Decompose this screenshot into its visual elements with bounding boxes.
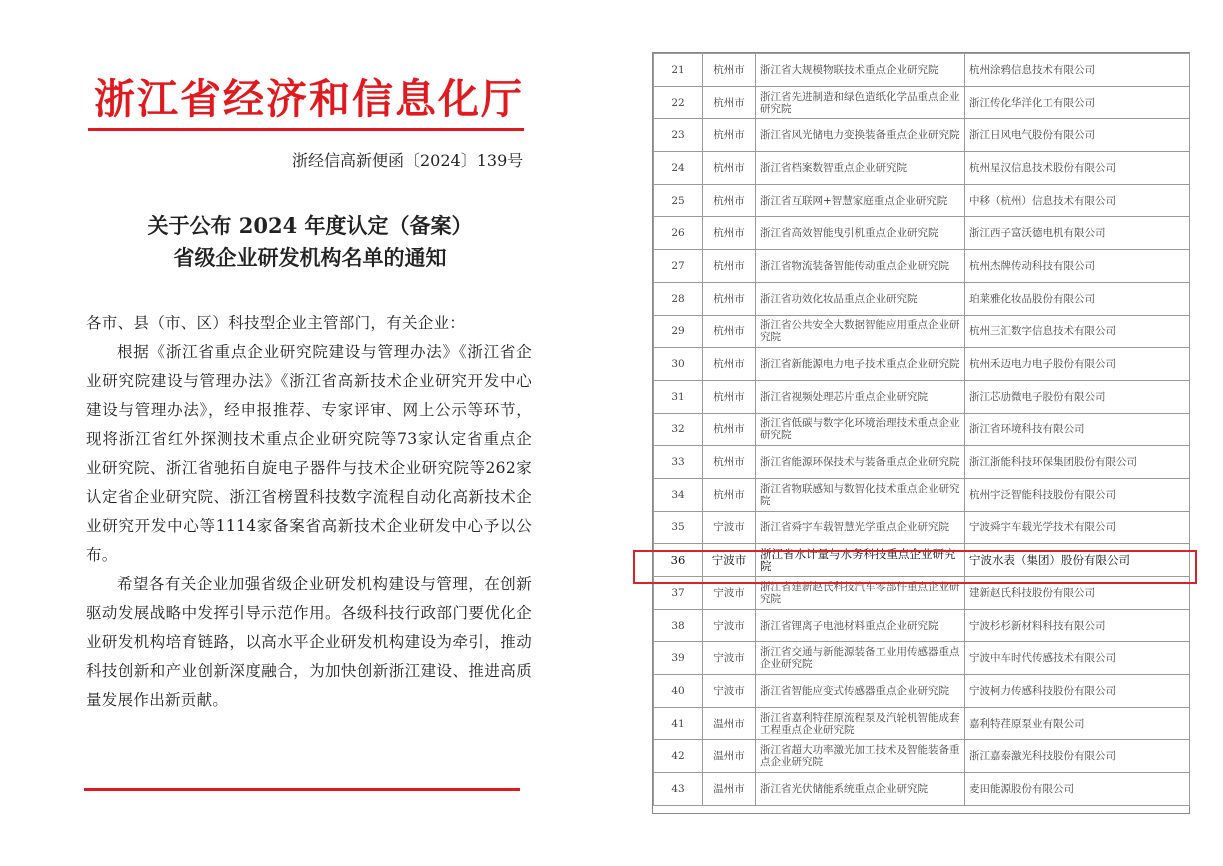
row-institute: 浙江省大规模物联技术重点企业研究院 — [756, 54, 965, 87]
row-company: 麦田能源股份有限公司 — [965, 773, 1190, 806]
row-number: 38 — [654, 609, 703, 642]
row-institute: 浙江省公共安全大数据智能应用重点企业研究院 — [756, 315, 965, 348]
row-city: 杭州市 — [703, 217, 756, 250]
row-company: 浙江省环境科技有限公司 — [965, 413, 1190, 446]
row-number: 31 — [654, 380, 703, 413]
table-row — [654, 184, 1190, 217]
row-city: 杭州市 — [703, 119, 756, 152]
row-institute: 浙江省锂离子电池材料重点企业研究院 — [756, 609, 965, 642]
table-row — [654, 282, 1190, 315]
row-city: 温州市 — [703, 773, 756, 806]
row-company: 浙江传化华洋化工有限公司 — [965, 86, 1190, 119]
row-company: 杭州禾迈电力电子股份有限公司 — [965, 348, 1190, 381]
row-number: 33 — [654, 446, 703, 479]
office-title: 浙江省经济和信息化厅 — [94, 75, 524, 123]
table-row — [654, 380, 1190, 413]
row-number: 27 — [654, 250, 703, 283]
row-company: 杭州杰牌传动科技有限公司 — [965, 250, 1190, 283]
row-company: 浙江西子富沃德电机有限公司 — [965, 217, 1190, 250]
notice-title — [100, 210, 520, 274]
row-institute: 浙江省互联网+智慧家庭重点企业研究院 — [756, 184, 965, 217]
row-company: 浙江日风电气股份有限公司 — [965, 119, 1190, 152]
row-city: 杭州市 — [703, 86, 756, 119]
row-city: 宁波市 — [703, 511, 756, 544]
body-paragraph-2: 希望各有关企业加强省级企业研发机构建设与管理，在创新驱动发展战略中发挥引导示范作用。各级科技行政部门要优化企业研发机构培育链路，以高水平企业研发机构建设为牵引，推动科技创新和产业创新深度融合，为加快创新浙江建设、推进高质量发展作出新贡献。 — [86, 575, 532, 709]
table-row — [654, 642, 1190, 675]
row-number: 34 — [654, 478, 703, 511]
bottom-red-rule — [84, 788, 520, 791]
row-city: 杭州市 — [703, 315, 756, 348]
row-institute: 浙江省档案数智重点企业研究院 — [756, 152, 965, 185]
row-number: 26 — [654, 217, 703, 250]
row-company: 杭州星汉信息技术股份有限公司 — [965, 152, 1190, 185]
row-company: 嘉利特荏原泵业有限公司 — [965, 707, 1190, 740]
row-institute: 浙江省舜宇车载智慧光学重点企业研究院 — [756, 511, 965, 544]
row-number: 36 — [654, 544, 703, 577]
document-number: 浙经信高新便函〔2024〕139号 — [292, 151, 524, 170]
row-city: 宁波市 — [703, 577, 756, 610]
table-row — [654, 478, 1190, 511]
title-red-rule — [88, 128, 524, 131]
row-number: 35 — [654, 511, 703, 544]
row-city: 宁波市 — [703, 609, 756, 642]
row-number: 28 — [654, 282, 703, 315]
table-row — [654, 577, 1190, 610]
row-institute: 浙江省低碳与数字化环境治理技术重点企业研究院 — [756, 413, 965, 446]
row-institute: 浙江省物联感知与数智化技术重点企业研究院 — [756, 478, 965, 511]
table-row — [654, 740, 1190, 773]
row-number: 22 — [654, 86, 703, 119]
row-institute: 浙江省建新赵氏科技汽车零部件重点企业研究院 — [756, 577, 965, 610]
row-company: 杭州涂鸦信息技术有限公司 — [965, 54, 1190, 87]
row-institute: 浙江省先进制造和绿色造纸化学品重点企业研究院 — [756, 86, 965, 119]
row-city: 杭州市 — [703, 348, 756, 381]
row-company: 宁波柯力传感科技股份有限公司 — [965, 675, 1190, 708]
table-row — [654, 152, 1190, 185]
row-number: 23 — [654, 119, 703, 152]
row-institute: 浙江省新能源电力电子技术重点企业研究院 — [756, 348, 965, 381]
row-city: 杭州市 — [703, 446, 756, 479]
row-institute: 浙江省视频处理芯片重点企业研究院 — [756, 380, 965, 413]
row-company: 宁波杉杉新材料科技有限公司 — [965, 609, 1190, 642]
notice-body — [86, 309, 532, 715]
row-number: 40 — [654, 675, 703, 708]
row-company: 建新赵氏科技股份有限公司 — [965, 577, 1190, 610]
table-row — [654, 413, 1190, 446]
row-city: 宁波市 — [703, 544, 756, 577]
notice-page — [0, 0, 600, 866]
notice-title-line-1: 关于公布 2024 年度认定（备案） — [147, 213, 473, 238]
table-row — [654, 707, 1190, 740]
row-company: 浙江浙能科技环保集团股份有限公司 — [965, 446, 1190, 479]
row-company: 浙江嘉泰激光科技股份有限公司 — [965, 740, 1190, 773]
row-institute: 浙江省超大功率激光加工技术及智能装备重点企业研究院 — [756, 740, 965, 773]
row-institute: 浙江省风光储电力变换装备重点企业研究院 — [756, 119, 965, 152]
row-number: 39 — [654, 642, 703, 675]
table-row — [654, 544, 1190, 577]
salutation: 各市、县（市、区）科技型企业主管部门，有关企业： — [86, 314, 466, 332]
list-table — [653, 53, 1190, 806]
notice-title-line-2: 省级企业研发机构名单的通知 — [173, 245, 447, 270]
table-row — [654, 511, 1190, 544]
row-number: 25 — [654, 184, 703, 217]
row-company: 杭州宇泛智能科技股份有限公司 — [965, 478, 1190, 511]
table-row — [654, 217, 1190, 250]
table-row — [654, 675, 1190, 708]
row-number: 37 — [654, 577, 703, 610]
row-number: 21 — [654, 54, 703, 87]
row-number: 30 — [654, 348, 703, 381]
row-company: 杭州三汇数字信息技术有限公司 — [965, 315, 1190, 348]
row-number: 43 — [654, 773, 703, 806]
table-row — [654, 119, 1190, 152]
row-number: 24 — [654, 152, 703, 185]
table-row — [654, 86, 1190, 119]
row-city: 杭州市 — [703, 478, 756, 511]
table-row — [654, 250, 1190, 283]
table-row — [654, 773, 1190, 806]
row-city: 杭州市 — [703, 413, 756, 446]
row-institute: 浙江省能源环保技术与装备重点企业研究院 — [756, 446, 965, 479]
row-institute: 浙江省高效智能曳引机重点企业研究院 — [756, 217, 965, 250]
row-city: 温州市 — [703, 707, 756, 740]
row-number: 41 — [654, 707, 703, 740]
row-company: 宁波水表（集团）股份有限公司 — [965, 544, 1190, 577]
row-city: 温州市 — [703, 740, 756, 773]
table-row — [654, 315, 1190, 348]
table-row — [654, 446, 1190, 479]
row-city: 杭州市 — [703, 184, 756, 217]
row-institute: 浙江省嘉利特荏原流程泵及汽轮机智能成套工程重点企业研究院 — [756, 707, 965, 740]
row-institute: 浙江省光伏储能系统重点企业研究院 — [756, 773, 965, 806]
row-city: 宁波市 — [703, 675, 756, 708]
row-city: 杭州市 — [703, 282, 756, 315]
row-city: 宁波市 — [703, 642, 756, 675]
row-company: 中移（杭州）信息技术有限公司 — [965, 184, 1190, 217]
row-city: 杭州市 — [703, 152, 756, 185]
row-company: 宁波舜宇车载光学技术有限公司 — [965, 511, 1190, 544]
row-institute: 浙江省物流装备智能传动重点企业研究院 — [756, 250, 965, 283]
table-row — [654, 609, 1190, 642]
row-company: 珀莱雅化妆品股份有限公司 — [965, 282, 1190, 315]
institute-list-table — [652, 52, 1190, 814]
row-number: 29 — [654, 315, 703, 348]
row-institute: 浙江省交通与新能源装备工业用传感器重点企业研究院 — [756, 642, 965, 675]
row-institute: 浙江省智能应变式传感器重点企业研究院 — [756, 675, 965, 708]
row-city: 杭州市 — [703, 250, 756, 283]
row-company: 浙江芯劢微电子股份有限公司 — [965, 380, 1190, 413]
row-institute: 浙江省功效化妆品重点企业研究院 — [756, 282, 965, 315]
table-row — [654, 54, 1190, 87]
body-paragraph-1: 根据《浙江省重点企业研究院建设与管理办法》《浙江省企业研究院建设与管理办法》《浙江省高新技术企业研究开发中心建设与管理办法》，经申报推荐、专家评审、网上公示等环节，现将浙江省红外探测技术重点企业研究院等73家认定省重点企业研究院、浙江省驰拓自旋电子器件与技术企业研究院等262家认定省企业研究院、浙江省榜置科技数字流程自动化高新技术企业研究开发中心等1114家备案省高新技术企业研发中心予以公布。 — [86, 343, 532, 564]
row-number: 42 — [654, 740, 703, 773]
row-city: 杭州市 — [703, 380, 756, 413]
row-institute: 浙江省水计量与水务科技重点企业研究院 — [756, 544, 965, 577]
table-row — [654, 348, 1190, 381]
row-number: 32 — [654, 413, 703, 446]
row-city: 杭州市 — [703, 54, 756, 87]
row-company: 宁波中车时代传感技术有限公司 — [965, 642, 1190, 675]
